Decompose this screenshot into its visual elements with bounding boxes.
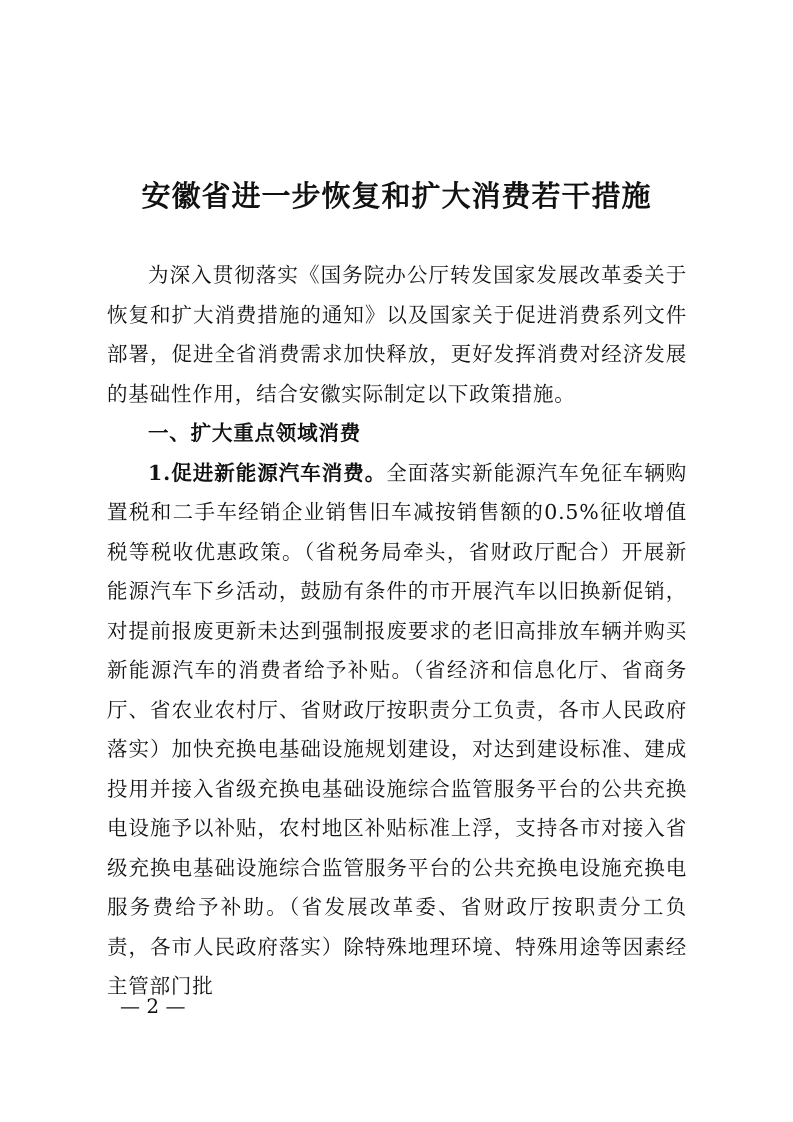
item-1-paragraph bbox=[107, 454, 687, 1007]
intro-paragraph: 为深入贯彻落实《国务院办公厅转发国家发展改革委关于恢复和扩大消费措施的通知》以及国家关于促进消费系列文件部署，促进全省消费需求加快释放，更好发挥消费对经济发展的基础性作用，结合安徽实际制定以下政策措施。 bbox=[107, 263, 687, 406]
section-heading: 一、扩大重点领域消费 bbox=[148, 421, 361, 445]
item-1-text: 全面落实新能源汽车免征车辆购置税和二手车经销企业销售旧车减按销售额的0.5%征收增值税等税收优惠政策。（省税务局牵头，省财政厅配合）开展新能源汽车下乡活动，鼓励有条件的市开展汽车以旧换新促销，对提前报废更新未达到强制报废要求的老旧高排放车辆并购买新能源汽车的消费者给予补贴。（省经济和信息化厅、省商务厅、省农业农村厅、省财政厅按职责分工负责，各市人民政府落实）加快充换电基础设施规划建设，对达到建设标准、建成投用并接入省级充换电基础设施综合监管服务平台的公共充换电设施予以补贴，农村地区补贴标准上浮，支持各市对接入省级充换电基础设施综合监管服务平台的公共充换电设施充换电服务费给予补助。（省发展改革委、省财政厅按职责分工负责，各市人民政府落实）除特殊地理环境、特殊用途等因素经主管部门批 bbox=[107, 460, 687, 998]
document-body bbox=[107, 256, 687, 1007]
item-1-lead: 1.促进新能源汽车消费。 bbox=[148, 460, 387, 485]
document-title: 安徽省进一步恢复和扩大消费若干措施 bbox=[141, 179, 652, 213]
page-number: — 2 — bbox=[120, 994, 186, 1018]
